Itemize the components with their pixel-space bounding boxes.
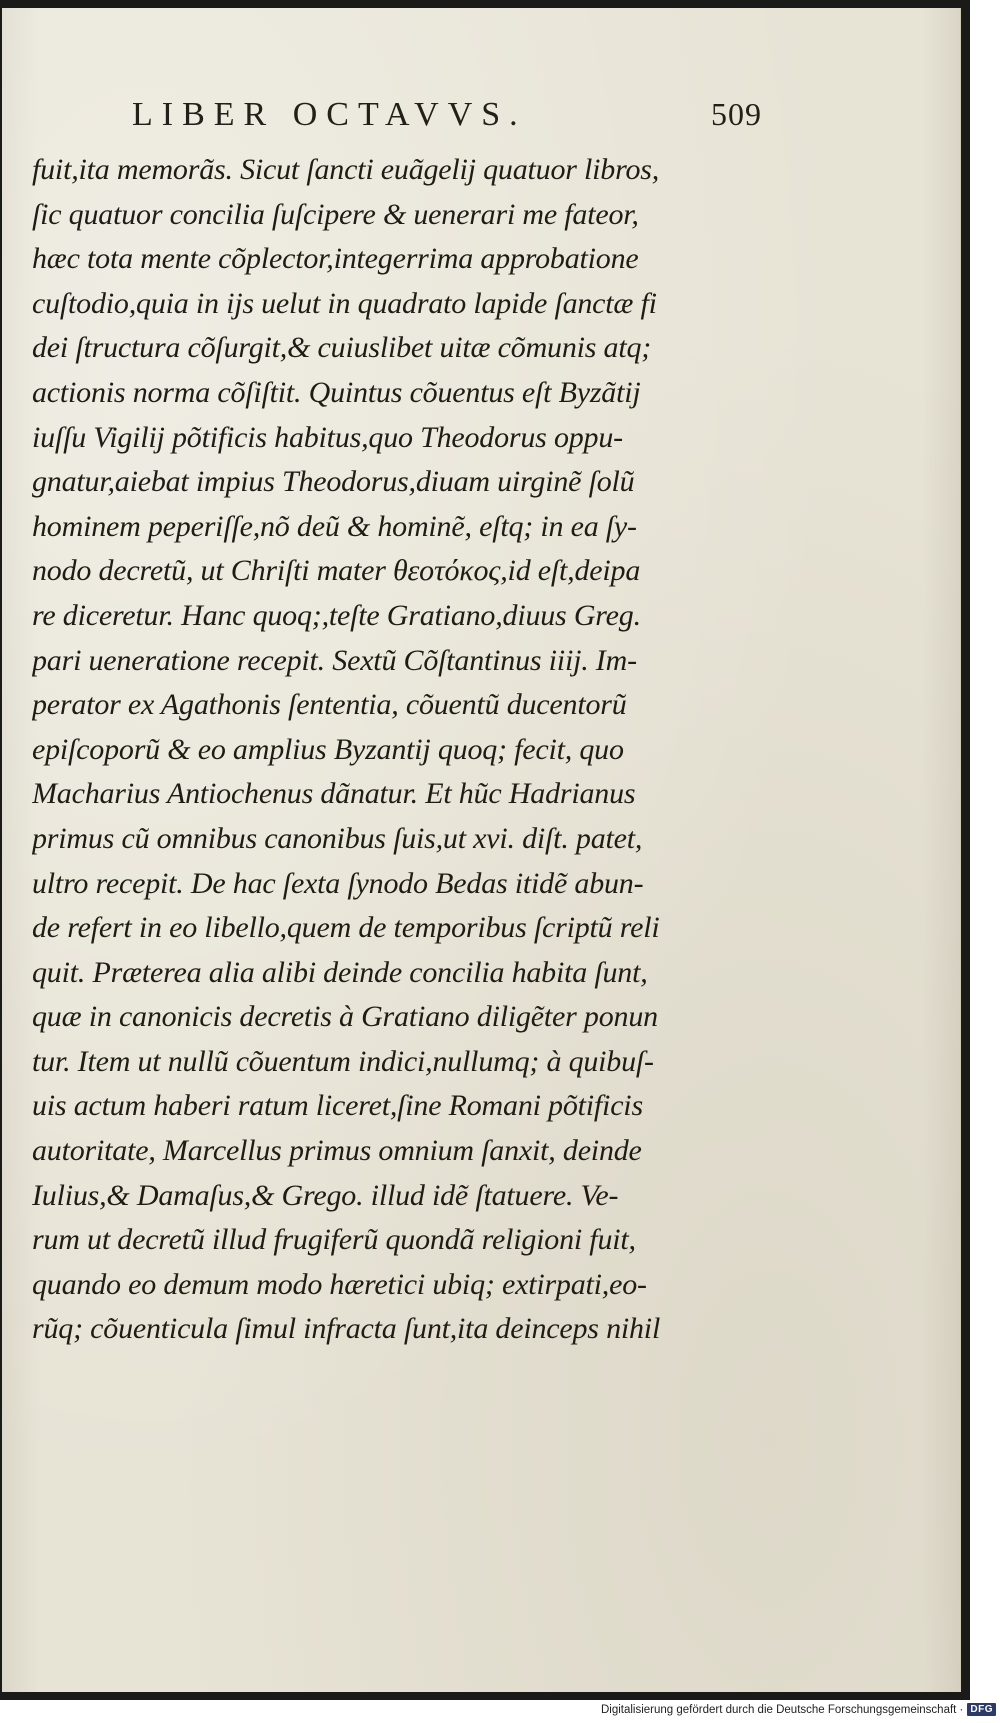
page-number: 509	[711, 96, 762, 132]
text-line: de refert in eo libello,quem de temporibus ſcriptũ reli	[32, 911, 660, 945]
text-line: ultro recepit. De hac ſexta ſynodo Bedas itidẽ abun-	[32, 866, 644, 900]
text-line: Iulius,& Damaſus,& Grego. illud idẽ ſtatuere. Ve-	[32, 1178, 619, 1212]
text-line: re diceretur. Hanc quoq;,teſte Gratiano,diuus Greg.	[32, 598, 641, 632]
digitization-credit	[601, 1703, 996, 1716]
text-line: hæc tota mente cõplector,integerrima approbatione	[32, 242, 639, 276]
text-line: iuſſu Vigilij põtificis habitus,quo Theodorus oppu-	[32, 420, 623, 454]
text-line: pari ueneratione recepit. Sextũ Cõſtantinus iiij. Im-	[32, 643, 637, 677]
text-line: tur. Item ut nullũ cõuentum indici,nullumq; à quibuſ-	[32, 1044, 654, 1078]
text-line: quit. Præterea alia alibi deinde concilia habita ſunt,	[32, 955, 648, 989]
text-line: primus cũ omnibus canonibus ſuis,ut xvi. diſt. patet,	[32, 821, 643, 855]
text-line: quæ in canonicis decretis à Gratiano diligẽter ponun	[32, 1000, 658, 1034]
dfg-logo: DFG	[967, 1703, 996, 1716]
text-line: gnatur,aiebat impius Theodorus,diuam uirginẽ ſolũ	[32, 465, 635, 499]
text-line: actionis norma cõſiſtit. Quintus cõuentus eſt Byzãtij	[32, 375, 641, 409]
text-line: perator ex Agathonis ſententia, cõuentũ ducentorũ	[32, 688, 627, 722]
text-line: dei ſtructura cõſurgit,& cuiuslibet uitæ cõmunis atq;	[32, 331, 652, 365]
text-line: hominem peperiſſe,nõ deũ & hominẽ, eſtq; in ea ſy-	[32, 509, 637, 543]
book-page	[2, 8, 961, 1692]
body-text	[32, 148, 762, 1352]
running-head	[132, 96, 762, 146]
text-line: Macharius Antiochenus dãnatur. Et hũc Hadrianus	[32, 777, 636, 811]
text-line: epiſcoporũ & eo amplius Byzantij quoq; fecit, quo	[32, 732, 624, 766]
text-line: cuſtodio,quia in ijs uelut in quadrato lapide ſanctæ fi	[32, 286, 657, 320]
text-line: uis actum haberi ratum liceret,ſine Romani põtificis	[32, 1089, 643, 1123]
text-line: autoritate, Marcellus primus omnium ſanxit, deinde	[32, 1134, 642, 1168]
text-line: ſic quatuor concilia ſuſcipere & uenerari me fateor,	[32, 197, 639, 231]
funding-credit-text: Digitalisierung gefördert durch die Deutsche Forschungsgemeinschaft ·	[600, 1703, 964, 1716]
text-line: rum ut decretũ illud frugiferũ quondã religioni fuit,	[32, 1223, 636, 1257]
text-line: quando eo demum modo hæretici ubiq; extirpati,eo-	[32, 1267, 647, 1301]
text-line: rũq; cõuenticula ſimul infracta ſunt,ita deinceps nihil	[32, 1312, 661, 1346]
text-line: fuit,ita memorãs. Sicut ſancti euãgelij quatuor libros,	[32, 153, 660, 186]
running-title: LIBER OCTAVVS.	[132, 96, 527, 133]
text-line: nodo decretũ, ut Chriſti mater θεοτόκος,id eſt,deipa	[32, 554, 641, 588]
